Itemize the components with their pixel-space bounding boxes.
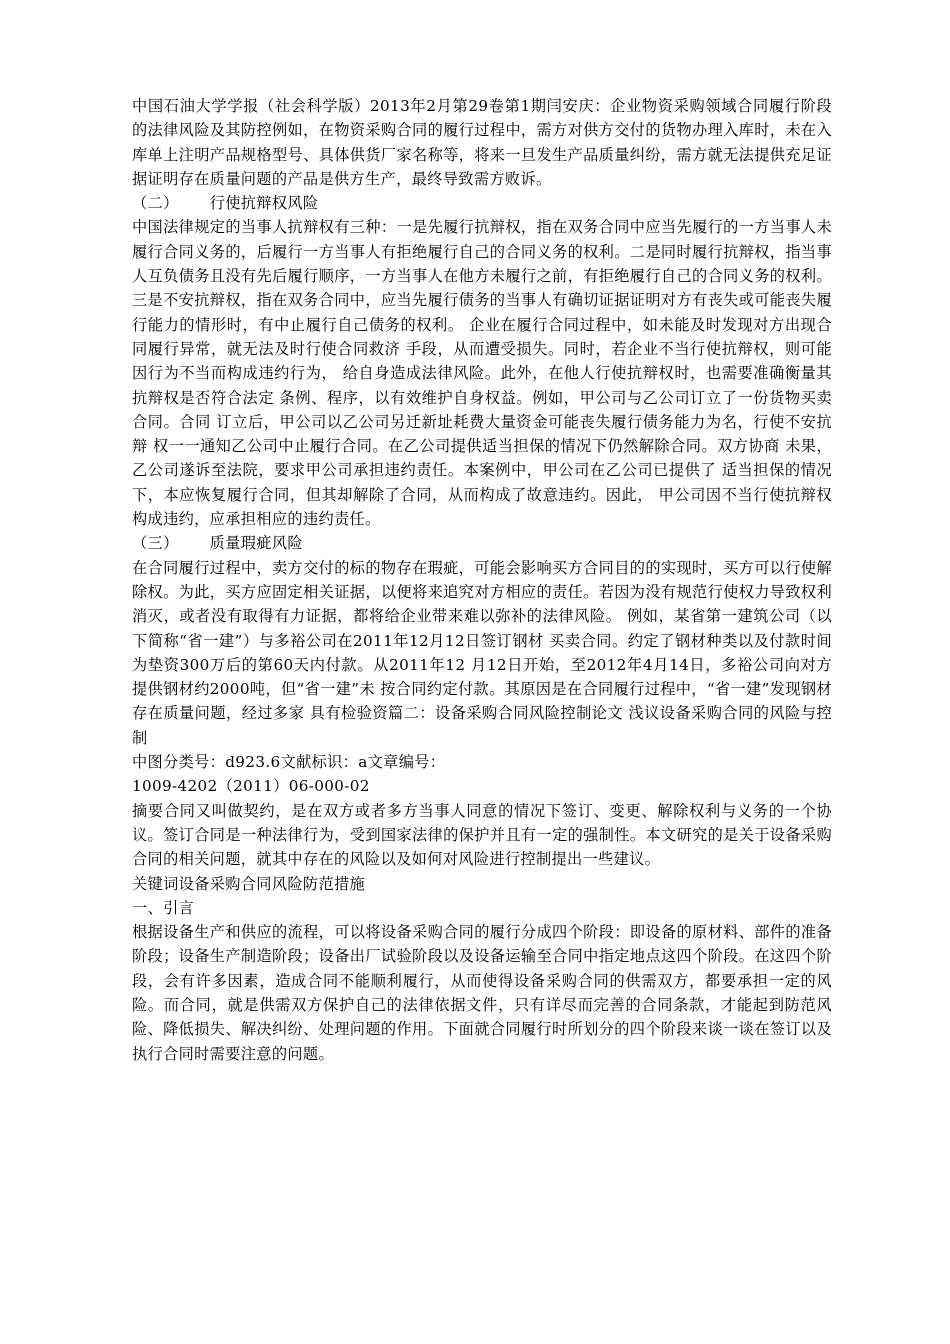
paragraph-introduction-heading: 一、引言	[132, 898, 195, 917]
document-body	[132, 94, 832, 1066]
paragraph-quality-defect: 在合同履行过程中，卖方交付的标的物存在瑕疵，可能会影响买方合同目的的实现时，买方可以行使解除权。为此，买方应固定相关证据，以便将来追究对方相应的责任。若因为没有规范行使权力导致权利消灭，或者没有取得有力证据，都将给企业带来难以弥补的法律风险。 例如，某省第一建筑公司（以下简称“省一建”）与多裕公司在2011年12月12日签订钢材 买卖合同。约定了钢材种类以及付款时间为垫资300万后的第60天内付款。从2011年12 月12日开始，至2012年4月14日，多裕公司向对方提供钢材约2000吨，但“省一建”未 按合同约定付款。其原因是在合同履行过程中，“省一建”发现钢材存在质量问题，经过多家 具有检验资篇二：设备采购合同风险控制论文 浅议设备采购合同的风险与控制	[132, 558, 832, 747]
section-heading-defense-right-risk: （二） 行使抗辩权风险	[132, 194, 319, 213]
paragraph-keywords: 关键词设备采购合同风险防范措施	[132, 874, 366, 893]
paragraph-introduction: 根据设备生产和供应的流程，可以将设备采购合同的履行分成四个阶段：即设备的原材料、部件的准备阶段；设备生产制造阶段；设备出厂试验阶段以及设备运输至合同中指定地点这四个阶段。在这四个阶段，会有许多因素，造成合同不能顺利履行，从而使得设备采购合同的供需双方，都要承担一定的风险。而合同，就是供需双方保护自己的法律依据文件，只有详尽而完善的合同条款，才能起到防范风险、降低损失、解决纠纷、处理问题的作用。下面就合同履行时所划分的四个阶段来谈一谈在签订以及执行合同时需要注意的问题。	[132, 923, 832, 1063]
paragraph-journal-excerpt: 中国石油大学学报（社会科学版）2013年2月第29卷第1期闫安庆：企业物资采购领域合同履行阶段的法律风险及其防控例如，在物资采购合同的履行过程中，需方对供方交付的货物办理入库时，未在入库单上注明产品规格型号、具体供货厂家名称等，将来一旦发生产品质量纠纷，需方就无法提供充足证据证明存在质量问题的产品是供方生产，最终导致需方败诉。	[132, 97, 832, 188]
paragraph-defense-right: 中国法律规定的当事人抗辩权有三种：一是先履行抗辩权，指在双务合同中应当先履行的一方当事人未履行合同义务的，后履行一方当事人有拒绝履行自己的合同义务的权利。二是同时履行抗辩权，指当事人互负债务且没有先后履行顺序，一方当事人在他方未履行之前，有拒绝履行自己的合同义务的权利。三是不安抗辩权，指在双务合同中，应当先履行债务的当事人有确切证据证明对方有丧失或可能丧失履行能力的情形时，有中止履行自己债务的权利。 企业在履行合同过程中，如未能及时发现对方出现合同履行异常，就无法及时行使合同救济 手段，从而遭受损失。同时，若企业不当行使抗辩权，则可能因行为不当而构成违约行为， 给自身造成法律风险。此外，在他人行使抗辩权时，也需要准确衡量其抗辩权是否符合法定 条例、程序，以有效维护自身权益。例如，甲公司与乙公司订立了一份货物买卖合同。合同 订立后，甲公司以乙公司另迁新址耗费大量资金可能丧失履行债务能力为名，行使不安抗辩 权一一通知乙公司中止履行合同。在乙公司提供适当担保的情况下仍然解除合同。双方协商 未果，乙公司遂诉至法院，要求甲公司承担违约责任。本案例中，甲公司在乙公司已提供了 适当担保的情况下，本应恢复履行合同，但其却解除了合同，从而构成了故意违约。因此， 甲公司因不当行使抗辩权构成违约，应承担相应的违约责任。	[132, 218, 832, 529]
section-heading-quality-defect-risk: （三） 质量瑕疵风险	[132, 534, 303, 553]
paragraph-abstract: 摘要合同又叫做契约，是在双方或者多方当事人同意的情况下签订、变更、解除权利与义务的一个协议。签订合同是一种法律行为，受到国家法律的保护并且有一定的强制性。本文研究的是关于设备采购合同的相关问题，就其中存在的风险以及如何对风险进行控制提出一些建议。	[132, 801, 832, 869]
paragraph-classification: 中图分类号：d923.6文献标识：a文章编号：	[132, 753, 446, 772]
paragraph-article-number: 1009-4202（2011）06-000-02	[132, 777, 370, 796]
